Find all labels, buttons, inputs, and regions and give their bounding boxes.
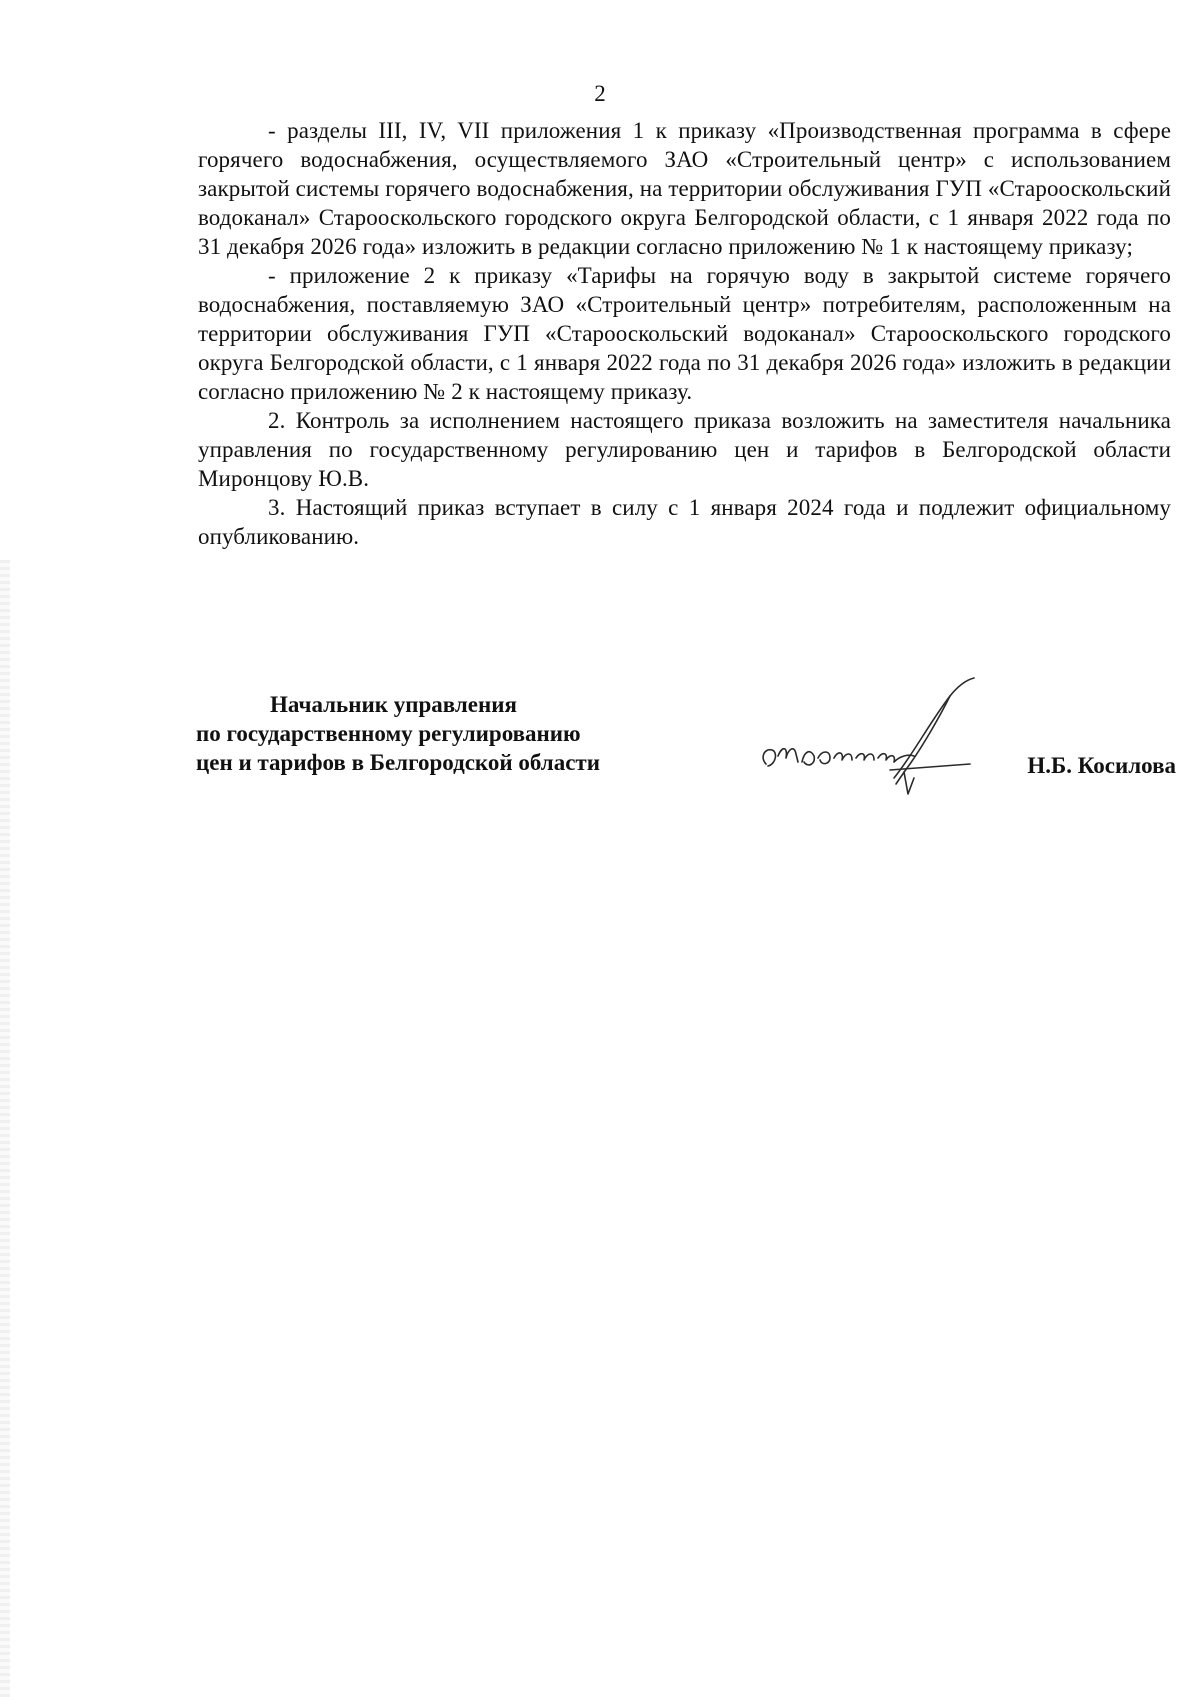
paragraph-control-clause: 2. Контроль за исполнением настоящего приказа возложить на заместителя начальника управления по государственному регулированию цен и тарифов в Белгородской области Миронцову Ю.В. xyxy=(198,408,1171,491)
signatory-position-line-3: цен и тарифов в Белгородской области xyxy=(196,750,600,775)
page-number: 2 xyxy=(594,81,606,106)
paragraph-effective-date-clause: 3. Настоящий приказ вступает в силу с 1 января 2024 года и подлежит официальному опубликованию. xyxy=(198,495,1171,549)
signatory-position-line-1: Начальник управления xyxy=(270,692,517,717)
signatory-position xyxy=(196,690,600,777)
signatory-position-line-2: по государственному регулированию xyxy=(196,721,581,746)
handwritten-signature xyxy=(744,660,1004,810)
scan-edge-artifact xyxy=(0,560,10,1697)
signature-block xyxy=(196,690,1176,820)
paragraph-sections-amendment: - разделы III, IV, VII приложения 1 к приказу «Производственная программа в сфере горячего водоснабжения, осуществляемого ЗАО «Строительный центр» с использованием закрытой системы горячего водоснабжения, на территории обслуживания ГУП «Старооскольский водоканал» Старооскольского городского округа Белгородской области, с 1 января 2022 года по 31 декабря 2026 года» изложить в редакции согласно приложению № 1 к настоящему приказу; xyxy=(198,118,1171,259)
document-body xyxy=(198,116,1171,551)
signatory-name: Н.Б. Косилова xyxy=(1027,753,1176,778)
paragraph-appendix-2-amendment: - приложение 2 к приказу «Тарифы на горячую воду в закрытой системе горячего водоснабжения, поставляемую ЗАО «Строительный центр» потребителям, расположенным на территории обслуживания ГУП «Старооскольский водоканал» Старооскольского городского округа Белгородской области, с 1 января 2022 года по 31 декабря 2026 года» изложить в редакции согласно приложению № 2 к настоящему приказу. xyxy=(198,263,1171,404)
